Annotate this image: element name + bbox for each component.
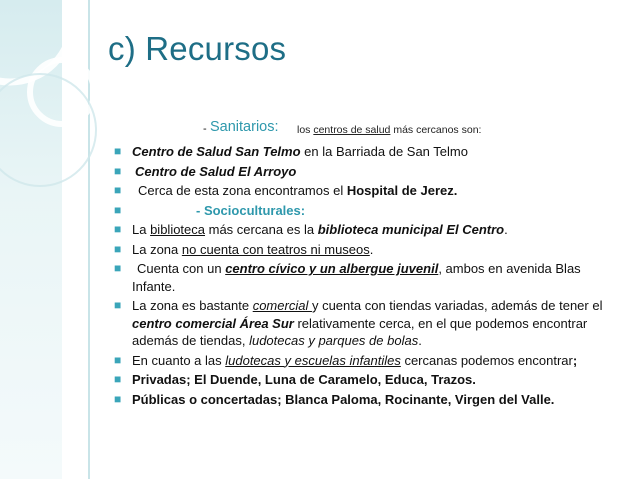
socioculturales-heading: - Socioculturales: bbox=[196, 202, 306, 218]
list-item: ■ La zona es bastante comercial y cuenta con tiendas variadas, además de tener el centro comercial Área Sur relativamente cerca, en el que podemos encontrar además de tiendas, ludotecas y parques de bolas. bbox=[114, 298, 603, 348]
slide-content bbox=[115, 120, 620, 410]
list-item: ■ La biblioteca más cercana es la biblioteca municipal El Centro. bbox=[114, 222, 508, 237]
bullet-icon: ■ bbox=[114, 163, 122, 178]
decorative-circles bbox=[0, 0, 110, 479]
bullet-icon: ■ bbox=[114, 144, 122, 158]
bullet-icon: ■ bbox=[114, 352, 122, 367]
list-item: ■ La zona no cuenta con teatros ni museos. bbox=[114, 241, 374, 257]
list-item: ■ Cuenta con un centro cívico y un albergue juvenil, ambos en avenida Blas Infante. bbox=[114, 261, 581, 294]
bullet-icon: ■ bbox=[114, 391, 122, 406]
list-item: ■ Centro de Salud San Telmo en la Barriada de San Telmo bbox=[114, 144, 468, 159]
list-item: ■ En cuanto a las ludotecas y escuelas infantiles cercanas podemos encontrar; bbox=[114, 352, 578, 368]
subheading-text: los centros de salud más cercanos son: bbox=[297, 124, 482, 136]
list-item bbox=[115, 202, 620, 220]
bullet-icon: ■ bbox=[114, 183, 122, 197]
bullet-icon: ■ bbox=[114, 298, 122, 312]
bullet-icon: ■ bbox=[114, 222, 122, 236]
list-item: ■ Centro de Salud El Arroyo bbox=[114, 163, 297, 179]
subheading-sanitarios bbox=[115, 120, 620, 140]
bullet-icon: ■ bbox=[114, 241, 122, 256]
resources-list bbox=[115, 143, 620, 408]
slide-title: c) Recursos bbox=[108, 30, 287, 67]
bullet-icon: ■ bbox=[114, 372, 122, 386]
subheading-dash: - bbox=[203, 123, 207, 135]
list-item: ■ Privadas; El Duende, Luna de Caramelo, Educa, Trazos. bbox=[114, 372, 476, 387]
subheading-title: Sanitarios: bbox=[210, 119, 279, 135]
bullet-icon: ■ bbox=[114, 202, 122, 217]
list-item: ■ Públicas o concertadas; Blanca Paloma, Rocinante, Virgen del Valle. bbox=[114, 391, 555, 407]
bullet-icon: ■ bbox=[114, 261, 122, 275]
centros-de-salud-link: centros de salud bbox=[313, 124, 391, 136]
list-item: ■ Cerca de esta zona encontramos el Hospital de Jerez. bbox=[114, 183, 458, 198]
